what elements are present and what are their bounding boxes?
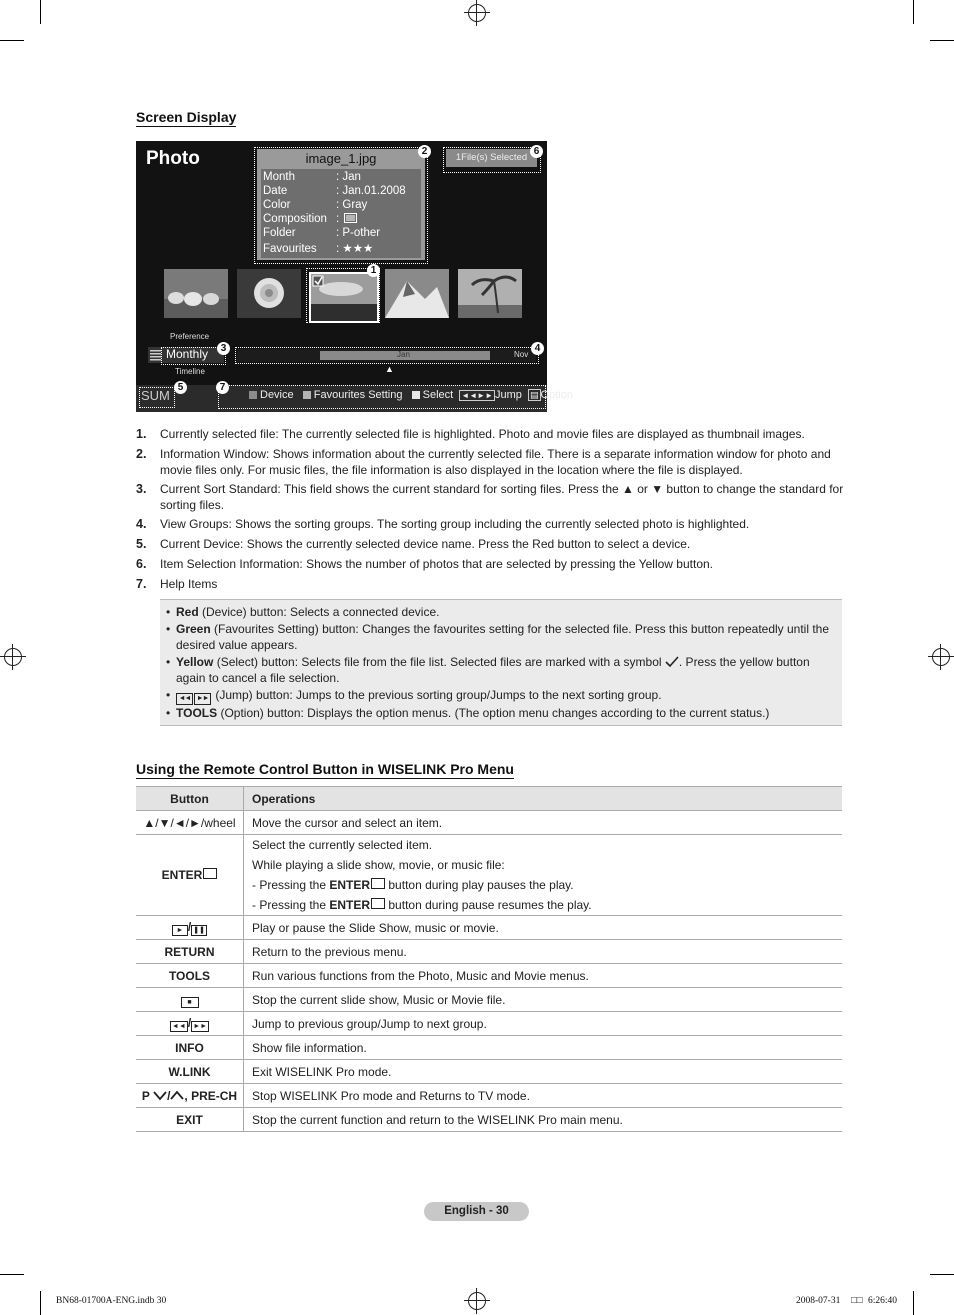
- preference-label: Preference: [170, 332, 210, 341]
- table-row: [136, 1036, 842, 1060]
- palm-image: [458, 269, 522, 318]
- timeline-label: Timeline: [175, 367, 205, 376]
- help-items-box: [160, 599, 842, 726]
- callout-badge: 1: [367, 264, 380, 277]
- fast-forward-icon: ►►: [194, 693, 211, 705]
- table-header-row: [136, 787, 842, 811]
- registration-mark-icon: [468, 4, 486, 22]
- sort-standard-value: Monthly: [166, 347, 209, 361]
- operation-cell: Select the currently selected item. While playing a slide show, movie, or music file: - Pressing the ENTER button during play pauses the play. - Pressing the ENTER button during pause resumes the play.: [244, 835, 843, 916]
- section-heading-screen-display: Screen Display: [136, 109, 237, 125]
- up-arrow-icon: ▲: [385, 364, 394, 374]
- pause-icon: ❚❚: [191, 925, 207, 936]
- operation-cell: Play or pause the Slide Show, music or movie.: [244, 916, 843, 940]
- table-row: [136, 940, 842, 964]
- bullet-tools: • TOOLS (Option) button: Displays the option menus. (The option menu changes according to the current status.): [166, 706, 770, 720]
- button-cell: [136, 988, 244, 1012]
- operation-cell: Move the cursor and select an item.: [244, 811, 843, 835]
- thumbnail-sheep[interactable]: [164, 269, 228, 318]
- bullet-yellow: • Yellow (Select) button: Selects file from the file list. Selected files are marked with a symbol . Press the yellow button again to cancel a file selection.: [166, 655, 810, 685]
- play-icon: ►: [172, 925, 188, 936]
- thumbnail-mountain[interactable]: [385, 269, 449, 318]
- button-cell: EXIT: [136, 1108, 244, 1132]
- list-item: 7. Help Items: [136, 577, 218, 591]
- callout-badge: 3: [217, 342, 230, 355]
- thumbnail-flower[interactable]: [237, 269, 301, 318]
- button-cell: INFO: [136, 1036, 244, 1060]
- table-row: [136, 1084, 842, 1108]
- registration-mark-icon: [468, 1292, 486, 1310]
- info-row: Folder : P-other: [263, 227, 381, 239]
- bullet-red: • Red (Device) button: Selects a connected device.: [166, 605, 440, 619]
- info-row: Date : Jan.01.2008: [263, 185, 406, 197]
- current-device[interactable]: SUM: [141, 388, 170, 403]
- callout-badge: 4: [531, 342, 544, 355]
- info-row: Composition :: [263, 213, 357, 225]
- list-item: 4. View Groups: Shows the sorting groups. The sorting group including the currently selected photo is highlighted.: [136, 517, 750, 531]
- table-row: [136, 1060, 842, 1084]
- list-item: 1. Currently selected file: The currently selected file is highlighted. Photo and movie files are displayed as thumbnail images.: [136, 427, 805, 441]
- section-heading-remote: Using the Remote Control Button in WISELINK Pro Menu: [136, 761, 514, 777]
- callout-badge: 2: [418, 145, 431, 158]
- button-cell: ▲/▼/◄/►/wheel: [136, 811, 244, 835]
- callout-badge: 6: [530, 145, 543, 158]
- table-row: [136, 916, 842, 940]
- group-last-label: Nov: [514, 350, 529, 359]
- crop-mark: [930, 1274, 954, 1275]
- table-row: [136, 964, 842, 988]
- footer-file: BN68-01700A-ENG.indb 30: [56, 1296, 167, 1306]
- crop-mark: [40, 1291, 41, 1315]
- rewind-icon: ◄◄: [170, 1021, 188, 1032]
- help-favourites: Favourites Setting: [313, 389, 403, 401]
- header-operations: Operations: [244, 787, 843, 811]
- button-cell: RETURN: [136, 940, 244, 964]
- callout-frame: [306, 268, 380, 323]
- callout-frame: [254, 147, 428, 264]
- list-item: 6. Item Selection Information: Shows the number of photos that are selected by pressing the Yellow button.: [136, 557, 713, 571]
- table-row: [136, 988, 842, 1012]
- operation-cell: Stop WISELINK Pro mode and Returns to TV mode.: [244, 1084, 843, 1108]
- help-select: Select: [422, 389, 454, 401]
- header-button: Button: [136, 787, 244, 811]
- footer-garbled: □□: [851, 1296, 863, 1306]
- table-row: [136, 1108, 842, 1132]
- channel-down-icon: [153, 1091, 167, 1100]
- registration-mark-icon: [932, 648, 950, 666]
- list-item: 3. Current Sort Standard: This field shows the current standard for sorting files. Press the ▲ or ▼ button to change the standard for sorting files.: [136, 482, 844, 512]
- group-current-label: Jan: [397, 350, 410, 359]
- stop-icon: ■: [181, 997, 199, 1008]
- callout-frame: [139, 387, 175, 408]
- crop-mark: [0, 1274, 24, 1275]
- fast-forward-icon: ►►: [191, 1021, 209, 1032]
- list-item: 2. Information Window: Shows information about the currently selected file. There is a separate information window for photo and movie files only. For music files, the file information is also displayed in the location where the file is displayed.: [136, 447, 831, 477]
- thumbnail-palm[interactable]: [458, 269, 522, 318]
- operation-cell: Run various functions from the Photo, Music and Movie menus.: [244, 964, 843, 988]
- enter-icon: [371, 878, 385, 889]
- button-cell: ◄◄ / ►►: [136, 1012, 244, 1036]
- screen-title: Photo: [146, 148, 200, 169]
- button-cell: TOOLS: [136, 964, 244, 988]
- registration-mark-icon: [4, 648, 22, 666]
- button-cell: ENTER: [136, 835, 244, 916]
- callout-badge: 5: [174, 381, 187, 394]
- footer-time: 6:26:40: [868, 1296, 898, 1306]
- button-cell: ► / ❚❚: [136, 916, 244, 940]
- channel-up-icon: [170, 1091, 184, 1100]
- operation-cell: Show file information.: [244, 1036, 843, 1060]
- red-button-icon: [249, 391, 257, 399]
- callout-badge: 7: [216, 381, 229, 394]
- mountain-image: [385, 269, 449, 318]
- checkmark-icon: [665, 656, 679, 667]
- table-row: [136, 811, 842, 835]
- crop-mark: [930, 40, 954, 41]
- flower-image: [237, 269, 301, 318]
- yellow-button-icon: [412, 391, 420, 399]
- operation-cell: Stop the current function and return to the WISELINK Pro main menu.: [244, 1108, 843, 1132]
- jump-icon: ◄◄►►: [461, 391, 493, 400]
- table-row: [136, 1012, 842, 1036]
- bullet-green: • Green (Favourites Setting) button: Changes the favourites setting for the selected file. Press this button repeatedly until the desired value appears.: [166, 622, 830, 652]
- help-jump: Jump: [495, 389, 522, 401]
- list-item: 5. Current Device: Shows the currently selected device name. Press the Red button to select a device.: [136, 537, 691, 551]
- info-row: Favourites : ★★★: [263, 243, 374, 255]
- help-option: Option: [540, 389, 573, 401]
- button-cell: W.LINK: [136, 1060, 244, 1084]
- operation-cell: Return to the previous menu.: [244, 940, 843, 964]
- crop-mark: [913, 1291, 914, 1315]
- help-device: Device: [260, 389, 294, 401]
- footer-date: 2008-07-31: [796, 1296, 841, 1306]
- green-button-icon: [303, 391, 311, 399]
- operation-cell: Stop the current slide show, Music or Movie file.: [244, 988, 843, 1012]
- callout-frame: [235, 347, 539, 364]
- photo-screen: [136, 141, 573, 412]
- operation-cell: Exit WISELINK Pro mode.: [244, 1060, 843, 1084]
- tools-icon: ▤: [530, 390, 539, 400]
- table-row: [136, 835, 842, 916]
- enter-icon: [371, 898, 385, 909]
- help-items: [249, 389, 573, 401]
- rewind-icon: ◄◄: [176, 693, 193, 705]
- callout-frame: [443, 147, 541, 173]
- sheep-image: [164, 269, 228, 318]
- page-number: English - 30: [424, 1202, 529, 1221]
- crop-mark: [913, 0, 914, 24]
- files-selected-info: 1File(s) Selected: [446, 149, 537, 167]
- bullet-jump: • ◄◄ ►► (Jump) button: Jumps to the previous sorting group/Jumps to the next sorting group.: [166, 687, 832, 705]
- button-cell: P / , PRE-CH: [136, 1084, 244, 1108]
- crop-mark: [0, 40, 24, 41]
- crop-mark: [40, 0, 41, 24]
- info-row: Color : Gray: [263, 199, 368, 211]
- operation-cell: Jump to previous group/Jump to next group.: [244, 1012, 843, 1036]
- info-row: Month : Jan: [263, 171, 361, 183]
- info-filename: image_1.jpg: [305, 151, 377, 166]
- enter-icon: [203, 868, 217, 879]
- remote-operations-table: [136, 786, 842, 1132]
